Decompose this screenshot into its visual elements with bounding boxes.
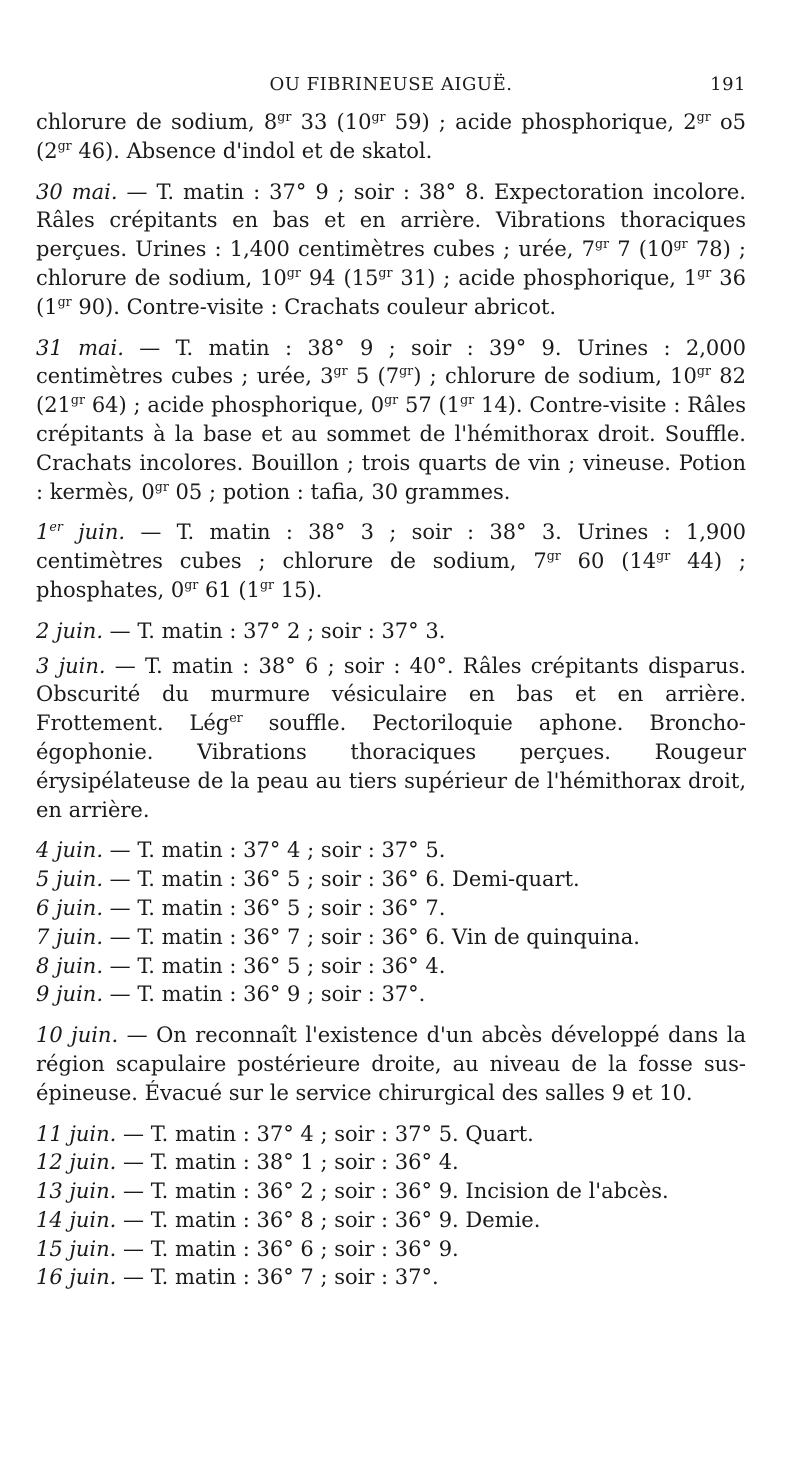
entry-text: — T. matin : 38° 9 ; soir : 39° 9. Urines : 2,000 centimètres cubes ; urée, $3^{gr}$ 5 $(7^{gr})$ ; chlorure de sodium, $10^{gr}$ 82 ($21^{gr}$ 64) ; acide phosphorique, $0^{gr}$ 57 ($1^{gr}$ 14). Contre-visite : Râles crépitants à la base et au sommet de l'hémithorax droit. Souffle. Crachats incolores. Bouillon ; trois quarts de vin ; vineuse. Potion : kermès, $0^{gr}$ 05 ; potion : tafia, 30 grammes. xyxy=(36,335,746,504)
entry-14-juin xyxy=(36,1206,746,1235)
entry-text: — T. matin : 36° 6 ; soir : 36° 9. xyxy=(116,1236,459,1261)
running-header xyxy=(36,74,746,104)
entry-date: 12 juin. xyxy=(36,1150,117,1175)
entry-10-juin xyxy=(36,1021,746,1107)
page-number: 191 xyxy=(710,74,746,95)
entry-text: — T. matin : 37° 4 ; soir : 37° 5. Quart. xyxy=(116,1121,534,1146)
entries-11-to-16-juin xyxy=(36,1120,746,1293)
entry-date: 16 juin. xyxy=(36,1265,117,1290)
entry-6-juin xyxy=(36,894,746,923)
entry-text: — T. matin : 36° 7 ; soir : 37°. xyxy=(116,1265,439,1290)
entry-9-juin xyxy=(36,980,746,1009)
entry-date: 5 juin. xyxy=(36,867,103,892)
entry-8-juin xyxy=(36,952,746,981)
entry-13-juin xyxy=(36,1177,746,1206)
entry-2-juin xyxy=(36,617,746,646)
entries-4-to-9-juin xyxy=(36,836,746,1009)
entry-31-mai xyxy=(36,334,746,507)
entry-date: 4 juin. xyxy=(36,838,103,863)
entry-text: — T. matin : 36° 9 ; soir : 37°. xyxy=(103,982,426,1007)
entry-date: 7 juin. xyxy=(36,924,103,949)
entry-text: — T. matin : 36° 5 ; soir : 36° 4. xyxy=(103,953,446,978)
entry-12-juin xyxy=(36,1148,746,1177)
entry-date: 2 juin. xyxy=(36,618,103,643)
entry-30-mai xyxy=(36,178,746,322)
entry-text: — T. matin : 36° 5 ; soir : 36° 6. Demi-quart. xyxy=(103,867,580,892)
entry-date: 10 juin. xyxy=(36,1023,119,1048)
entry-date: 1er juin. xyxy=(36,519,126,545)
entry-date: 13 juin. xyxy=(36,1179,117,1204)
entry-text: — On reconnaît l'existence d'un abcès développé dans la région scapulaire postérieure droite, au niveau de la fosse sus-épineuse. Évacué sur le service chirurgical des salles 9 et 10. xyxy=(36,1023,746,1105)
entry-date: 6 juin. xyxy=(36,895,103,920)
entry-text: — T. matin : 38° 3 ; soir : 38° 3. Urines : 1,900 centimètres cubes ; chlorure de sodium, $7^{gr}$ 60 ($14^{gr}$ 44) ; phosphates, $0^{gr}$ 61 ($1^{gr}$ 15). xyxy=(36,520,746,602)
entry-text: — T. matin : 38° 1 ; soir : 36° 4. xyxy=(116,1150,459,1175)
entry-11-juin xyxy=(36,1120,746,1149)
paragraph-continuation xyxy=(36,108,746,166)
entry-text: — T. matin : 37° 9 ; soir : 38° 8. Expectoration incolore. Râles crépitants en bas et en arrière. Vibrations thoraciques perçues. Urines : 1,400 centimètres cubes ; urée, $7^{gr}$ 7 ($10^{gr}$ 78) ; chlorure de sodium, $10^{gr}$ 94 ($15^{gr}$ 31) ; acide phosphorique, $1^{gr}$ 36 ($1^{gr}$ 90). Contre-visite : Crachats couleur abricot. xyxy=(36,179,746,319)
entry-7-juin xyxy=(36,923,746,952)
entry-text: — T. matin : 37° 2 ; soir : 37° 3. xyxy=(103,618,446,643)
entry-5-juin xyxy=(36,865,746,894)
entry-1-juin xyxy=(36,518,746,604)
running-title: OU FIBRINEUSE AIGUË. xyxy=(269,74,513,95)
entry-3-juin xyxy=(36,652,746,825)
entry-text: — T. matin : 37° 4 ; soir : 37° 5. xyxy=(103,838,446,863)
entry-date: 3 juin. xyxy=(36,653,106,678)
entry-16-juin xyxy=(36,1263,746,1292)
body-text xyxy=(36,108,746,1304)
entry-text: — T. matin : 36° 8 ; soir : 36° 9. Demie. xyxy=(116,1207,541,1232)
entry-4-juin xyxy=(36,836,746,865)
entry-15-juin xyxy=(36,1235,746,1264)
entry-text: chlorure de sodium, $8^{gr}$ 33 ($10^{gr}$ 59) ; acide phosphorique, $2^{gr}$ o5 ($2^{gr}$ 46). Absence d'indol et de skatol. xyxy=(36,109,746,163)
entry-text: — T. matin : 38° 6 ; soir : 40°. Râles crépitants disparus. Obscurité du murmure vésiculaire en bas et en arrière. Frottement. Lég$^{er}$ souffle. Pectoriloquie aphone. Broncho-égophonie. Vibrations thoraciques perçues. Rougeur érysipélateuse de la peau au tiers supérieur de l'hémithorax droit, en arrière. xyxy=(36,653,746,822)
entry-date: 15 juin. xyxy=(36,1236,117,1261)
entry-text: — T. matin : 36° 7 ; soir : 36° 6. Vin de quinquina. xyxy=(103,924,640,949)
entry-date: 9 juin. xyxy=(36,982,103,1007)
entry-text: — T. matin : 36° 2 ; soir : 36° 9. Incision de l'abcès. xyxy=(116,1179,669,1204)
entry-text: — T. matin : 36° 5 ; soir : 36° 7. xyxy=(103,895,446,920)
entry-date: 31 mai. xyxy=(36,335,124,360)
entry-date: 11 juin. xyxy=(36,1121,117,1146)
entry-date: 30 mai. xyxy=(36,179,118,204)
entry-date: 8 juin. xyxy=(36,953,103,978)
entry-date: 14 juin. xyxy=(36,1207,117,1232)
